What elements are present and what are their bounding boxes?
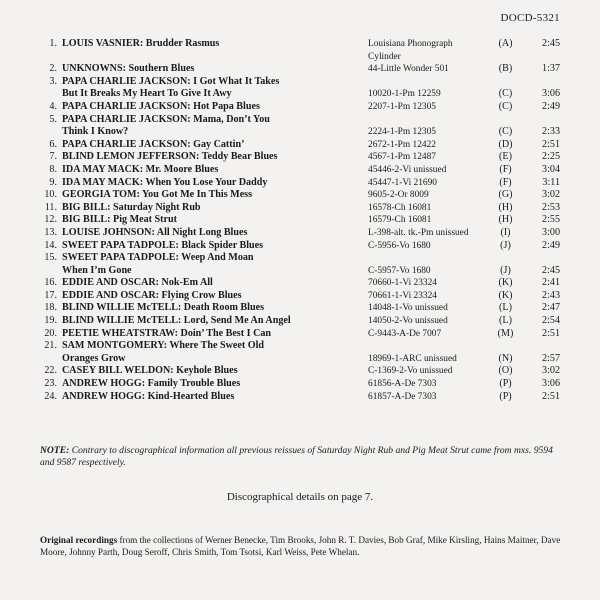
track-row [40,114,570,139]
track-session: (L) [499,315,512,327]
track-row [40,202,570,215]
track-row [40,164,570,177]
track-title [62,101,362,114]
track-title-line: When I’m Gone [62,264,132,276]
track-session: (H) [498,214,513,226]
track-title-line: LOUISE JOHNSON: All Night Long Blues [62,226,248,238]
track-duration: 3:04 [542,163,560,175]
matrix-line: 61857-A-De 7303 [368,391,437,402]
track-title [62,38,362,51]
track-title [62,277,362,290]
track-session: (P) [499,378,512,390]
track-row [40,38,570,63]
track-number: 12. [44,214,57,226]
matrix-line: 9605-2-Or 8009 [368,190,429,201]
track-number: 8. [49,163,57,175]
track-title-line: PEETIE WHEATSTRAW: Doin’ The Best I Can [62,327,272,339]
matrix-line: 44-Little Wonder 501 [368,64,449,75]
track-number: 11. [44,201,57,213]
track-row [40,76,570,101]
track-title-line: Think I Know? [62,126,129,138]
track-title [62,76,362,101]
track-session: (N) [498,352,513,364]
track-duration: 2:47 [542,302,560,314]
track-title-line: IDA MAY MACK: When You Lose Your Daddy [62,176,268,188]
track-number: 13. [44,226,57,238]
track-row [40,227,570,240]
discography-note [40,445,560,469]
track-row [40,252,570,277]
track-row [40,391,570,404]
track-row [40,189,570,202]
track-list [40,38,570,403]
recording-credits [40,535,580,558]
track-session: (L) [499,302,512,314]
track-title [62,365,362,378]
matrix-line: 2672-1-Pm 12422 [368,139,436,150]
track-title-line: PAPA CHARLIE JACKSON: I Got What It Takes [62,75,280,87]
track-number: 5. [49,113,57,125]
track-number: 20. [44,327,57,339]
track-number: 2. [49,63,57,75]
track-session: (H) [498,201,513,213]
track-duration: 2:51 [542,390,560,402]
track-duration: 2:49 [542,239,560,251]
matrix-line: 16579-Ch 16081 [368,215,432,226]
track-title-line: PAPA CHARLIE JACKSON: Hot Papa Blues [62,100,260,112]
track-duration: 2:54 [542,315,560,327]
matrix-line: 2224-1-Pm 12305 [368,127,436,138]
matrix-line: 14050-2-Vo unissued [368,316,448,327]
track-title-line: GEORGIA TOM: You Got Me In This Mess [62,189,253,201]
matrix-line: C-5957-Vo 1680 [368,265,431,276]
track-duration: 2:51 [542,327,560,339]
track-row [40,315,570,328]
track-session: (E) [499,151,512,163]
track-session: (I) [500,226,511,238]
track-duration: 2:45 [542,38,560,49]
track-title [62,214,362,227]
track-duration: 2:49 [542,100,560,112]
track-title-line: PAPA CHARLIE JACKSON: Mama, Don’t You [62,113,270,125]
track-duration: 3:02 [542,365,560,377]
track-title-line: But It Breaks My Heart To Give It Awy [62,88,232,100]
track-title-line: IDA MAY MACK: Mr. Moore Blues [62,163,219,175]
matrix-line: 45446-2-Vi unissued [368,164,447,175]
credits-text: from the collections of Werner Benecke, Tim Brooks, John R. T. Davies, Bob Graf, Mike Kirsling, Hains Maitner, Dave Moore, Johnny Parth, Doug Seroff, Chris Smith, Tom Tsotsi, Karl Weiss, Pete Whelan. [40,535,561,557]
matrix-line: 10020-1-Pm 12259 [368,89,441,100]
matrix-line: 2207-1-Pm 12305 [368,101,436,112]
track-duration: 2:43 [542,289,560,301]
track-session: (F) [499,163,512,175]
track-number: 6. [49,138,57,150]
track-title-line: ANDREW HOGG: Family Trouble Blues [62,378,241,390]
matrix-line: C-9443-A-De 7007 [368,328,442,339]
track-title [62,290,362,303]
track-number: 23. [44,378,57,390]
matrix-line: 70660-1-Vi 23324 [368,278,437,289]
track-title [62,151,362,164]
track-title-line: ANDREW HOGG: Kind-Hearted Blues [62,390,235,402]
track-number: 9. [49,176,57,188]
track-row [40,139,570,152]
track-title-line: BIG BILL: Pig Meat Strut [62,214,177,226]
track-number: 1. [49,38,57,49]
track-session: (G) [498,189,513,201]
track-title [62,240,362,253]
track-title [62,340,362,365]
track-title-line: Oranges Grow [62,352,126,364]
matrix-line: 45447-1-Vi 21690 [368,177,437,188]
track-number: 4. [49,100,57,112]
track-row [40,328,570,341]
track-title [62,252,362,277]
track-title [62,177,362,190]
matrix-line: 61856-A-De 7303 [368,379,437,390]
catalog-number: DOCD-5321 [500,12,560,24]
track-duration: 3:11 [542,176,560,188]
track-row [40,177,570,190]
note-text: Contrary to discographical information all previous reissues of Saturday Night Rub and Pig Meat Strut came from mxs. 9594 and 9587 respectively. [40,445,553,468]
track-title-line: CASEY BILL WELDON: Keyhole Blues [62,365,238,377]
track-duration: 3:02 [542,189,560,201]
track-title-line: EDDIE AND OSCAR: Nok-Em All [62,277,213,289]
track-session: (M) [497,327,514,339]
track-number: 16. [44,277,57,289]
track-session: (K) [498,289,513,301]
track-title-line: SWEET PAPA TADPOLE: Weep And Moan [62,252,254,264]
track-number: 24. [44,390,57,402]
track-session: (C) [498,126,513,138]
track-row [40,290,570,303]
track-number: 14. [44,239,57,251]
track-number: 10. [44,189,57,201]
matrix-line: 14048-1-Vo unissued [368,303,448,314]
track-row [40,214,570,227]
track-row [40,277,570,290]
track-title [62,202,362,215]
track-title [62,302,362,315]
matrix-line: 16578-Ch 16081 [368,202,432,213]
track-title [62,227,362,240]
matrix-line: Cylinder [368,51,401,62]
track-title-line: BLIND LEMON JEFFERSON: Teddy Bear Blues [62,151,278,163]
track-duration: 3:06 [542,378,560,390]
track-title [62,139,362,152]
track-title-line: BLIND WILLIE McTELL: Lord, Send Me An Angel [62,315,291,327]
note-label: NOTE: [40,445,70,456]
track-number: 17. [44,289,57,301]
track-row [40,240,570,253]
track-duration: 2:41 [542,277,560,289]
track-number: 22. [44,365,57,377]
track-title-line: PAPA CHARLIE JACKSON: Gay Cattin’ [62,138,245,150]
track-row [40,151,570,164]
track-number: 18. [44,302,57,314]
matrix-line: C-1369-2-Vo unissued [368,366,453,377]
matrix-line: 18969-1-ARC unissued [368,353,457,364]
track-title-line: BIG BILL: Saturday Night Rub [62,201,201,213]
track-number: 21. [44,340,57,352]
track-duration: 1:37 [542,63,560,75]
track-session: (C) [498,100,513,112]
track-session: (P) [499,390,512,402]
track-duration: 3:00 [542,226,560,238]
track-duration: 2:57 [542,352,560,364]
track-title [62,391,362,404]
track-title-line: EDDIE AND OSCAR: Flying Crow Blues [62,289,242,301]
track-number: 3. [49,75,57,87]
track-title [62,315,362,328]
track-row [40,302,570,315]
track-title [62,164,362,177]
track-title-line: LOUIS VASNIER: Brudder Rasmus [62,38,220,49]
track-duration: 3:06 [542,88,560,100]
track-row [40,101,570,114]
track-row [40,340,570,365]
track-title [62,114,362,139]
track-title [62,189,362,202]
track-duration: 2:51 [542,138,560,150]
track-title [62,63,362,76]
track-title-line: BLIND WILLIE McTELL: Death Room Blues [62,302,264,314]
track-number: 7. [49,151,57,163]
track-session: (D) [498,138,513,150]
credits-label: Original recordings [40,535,118,545]
track-duration: 2:45 [542,264,560,276]
matrix-line: C-5956-Vo 1680 [368,240,431,251]
track-title [62,378,362,391]
track-session: (K) [498,277,513,289]
track-session: (F) [499,176,512,188]
track-session: (A) [498,38,513,49]
track-duration: 2:25 [542,151,560,163]
track-title-line: SWEET PAPA TADPOLE: Black Spider Blues [62,239,264,251]
track-duration: 2:33 [542,126,560,138]
track-number: 15. [44,252,57,264]
track-row [40,365,570,378]
track-title [62,328,362,341]
matrix-line: 4567-1-Pm 12487 [368,152,436,163]
track-session: (J) [500,239,511,251]
track-number: 19. [44,315,57,327]
discographical-details: Discographical details on page 7. [226,491,374,503]
track-duration: 2:53 [542,201,560,213]
matrix-line: L-398-alt. tk.-Pm unissued [368,227,469,238]
track-row [40,63,570,76]
track-duration: 2:55 [542,214,560,226]
track-session: (B) [498,63,513,75]
track-session: (O) [498,365,513,377]
track-session: (C) [498,88,513,100]
matrix-line: 70661-1-Vi 23324 [368,290,437,301]
track-row [40,378,570,391]
track-title-line: SAM MONTGOMERY: Where The Sweet Old [62,340,264,352]
track-session: (J) [500,264,511,276]
matrix-line: Louisiana Phonograph [368,39,453,49]
track-title-line: UNKNOWNS: Southern Blues [62,63,195,75]
